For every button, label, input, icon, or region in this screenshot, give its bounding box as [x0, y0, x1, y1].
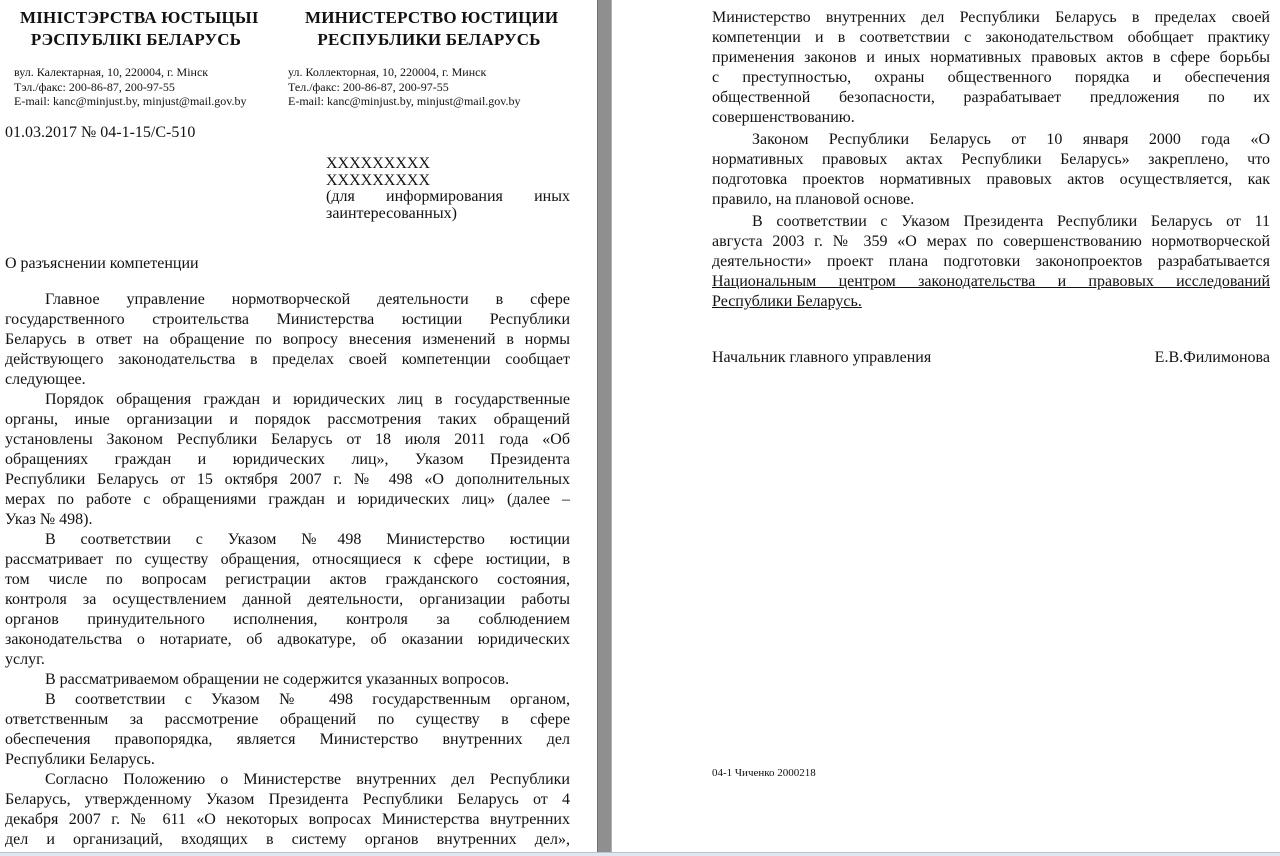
signature-name: Е.В.Филимонова — [1154, 349, 1270, 366]
text-line: услуг. — [5, 651, 45, 668]
text-line: законодательства о нотариате, об адвокатуре, об оказании юридических — [5, 631, 570, 648]
text-line: В соответствии с Указом №498 Министерство юстиции — [45, 531, 570, 548]
text-line: Законом Республики Беларусь от 10 января 2000 года «О — [752, 131, 1270, 148]
registration-number: 01.03.2017 № 04-1-15/С-510 — [5, 124, 196, 141]
text-line: действующего законодательства в пределах своей компетенции сообщает — [5, 351, 570, 368]
paragraph — [5, 290, 570, 390]
document-page-2 — [612, 0, 1280, 852]
paragraph — [712, 8, 1270, 128]
text-line: том числе по вопросам регистрации актов гражданского состояния, — [5, 571, 570, 588]
address-line: вул. Калектарная, 10, 220004, г. Мінск — [14, 65, 209, 79]
text-line: рассматривает по существу обращения, относящиеся к сфере юстиции, в — [5, 551, 570, 568]
text-line: обращениях граждан и юридических лиц», Указом Президента — [5, 451, 570, 468]
text-line: декабря 2007 г. № 611 «О некоторых вопросах Министерства внутренних — [5, 811, 570, 828]
recipient-line: (для информирования иных — [326, 188, 570, 205]
signature-title: Начальник главного управления — [712, 349, 932, 366]
text-line: В соответствии с Указом № 498 государственным органом, — [45, 691, 570, 708]
ministry-title-by — [20, 7, 259, 51]
address-line: ул. Коллекторная, 10, 220004, г. Минск — [288, 65, 487, 79]
page-separator — [597, 0, 612, 852]
status-bar — [0, 852, 1280, 856]
letter-body — [5, 290, 570, 850]
recipient-block — [326, 156, 570, 222]
text-line: Порядок обращения граждан и юридических лиц в государственные — [45, 391, 570, 408]
text-line: следующее. — [5, 371, 86, 388]
recipient-line: заинтересованных) — [326, 204, 457, 222]
paragraph — [5, 390, 570, 530]
text-line: общественной безопасности, разрабатывает предложения по их — [712, 89, 1270, 106]
letter-body-continued — [712, 8, 1270, 312]
text-line: контроля за осуществлением данной деятельности, организации работы — [5, 591, 570, 608]
paragraph — [5, 530, 570, 670]
executor-note: 04-1 Чиченко 2000218 — [712, 767, 816, 779]
text-line: органов принудительного исполнения, контроля за соблюдением — [5, 611, 570, 628]
text-line: с преступностью, охраны общественного порядка и обеспечения — [712, 69, 1270, 86]
email-line: E-mail: kanc@minjust.by, minjust@mail.gov.by — [288, 94, 521, 108]
recipient-line: XXXXXXXXX — [326, 171, 430, 189]
text-line: органы, иные организации и порядок рассмотрения таких обращений — [5, 411, 570, 428]
recipient-line: XXXXXXXXX — [326, 155, 430, 172]
subject-line: О разъяснении компетенции — [5, 255, 199, 272]
text-line: В соответствии с Указом Президента Республики Беларусь от 11 — [752, 213, 1270, 230]
ministry-title-ru — [305, 7, 559, 51]
title-line: РЕСПУБЛИКИ БЕЛАРУСЬ — [317, 30, 541, 49]
phone-line: Тэл./факс: 200-86-87, 200-97-55 — [14, 79, 175, 94]
text-line: применения законов и иных нормативных правовых актов в сфере борьбы — [712, 49, 1270, 66]
title-line: РЭСПУБЛІКІ БЕЛАРУСЬ — [30, 30, 242, 49]
text-line: Согласно Положению о Министерстве внутренних дел Республики — [45, 771, 570, 788]
text-line: Указ № 498). — [5, 511, 93, 528]
paragraph — [5, 690, 570, 770]
text-line: мерах по работе с обращениями граждан и юридических лиц» (далее – — [5, 491, 570, 508]
paragraph — [5, 770, 570, 850]
paragraph — [5, 670, 570, 690]
text-line: установлены Законом Республики Беларусь от 18 июля 2011 года «Об — [5, 431, 570, 448]
paragraph — [712, 212, 1270, 312]
text-line: компетенции и в соответствии с законодательством обобщает практику — [712, 29, 1270, 46]
title-line: МИНИСТЕРСТВО ЮСТИЦИИ — [305, 8, 559, 27]
text-line: дел и организаций, входящих в систему органов внутренних дел», — [5, 831, 570, 848]
text-line: нормативных правовых актах Республики Беларусь» закреплено, что — [712, 151, 1270, 168]
text-line: государственного строительства Министерства юстиции Республики — [5, 311, 570, 328]
text-line: августа 2003 г. № 359 «О мерах по совершенствованию нормотворческой — [712, 233, 1270, 250]
text-line: деятельности» проект плана подготовки законопроектов разрабатывается — [712, 253, 1270, 270]
paragraph — [712, 130, 1270, 210]
text-line: Беларусь, утвержденному Указом Президента Республики Беларусь от 4 — [5, 791, 570, 808]
text-line: подготовка проектов нормативных правовых актов осуществляется, как — [712, 171, 1270, 188]
text-line: Республики Беларусь от 15 октября 2007 г. № 498 «О дополнительных — [5, 471, 570, 488]
text-line: Республики Беларусь. — [712, 293, 862, 310]
text-line: Беларусь в ответ на обращение по вопросу внесения изменений в нормы — [5, 331, 570, 348]
text-line: Главное управление нормотворческой деятельности в сфере — [45, 291, 570, 308]
phone-line: Тел./факс: 200-86-87, 200-97-55 — [288, 79, 449, 94]
text-line: правило, на плановой основе. — [712, 191, 915, 208]
email-line: E-mail: kanc@minjust.by, minjust@mail.gov.by — [14, 94, 247, 108]
text-line: Министерство внутренних дел Республики Беларусь в пределах своей — [712, 9, 1270, 26]
text-line: Республики Беларусь. — [5, 751, 155, 768]
document-page-1 — [0, 0, 597, 852]
address-ru — [288, 65, 521, 109]
text-line: В рассматриваемом обращении не содержится указанных вопросов. — [45, 671, 510, 688]
title-line: МІНІСТЭРСТВА ЮСТЫЦЫІ — [20, 8, 259, 27]
text-line: совершенствованию. — [712, 109, 855, 126]
text-line: обеспечения правопорядка, является Министерство внутренних дел — [5, 731, 570, 748]
text-line: Национальным центром законодательства и правовых исследований — [712, 273, 1270, 290]
address-by — [14, 65, 247, 109]
text-line: ответственным за рассмотрение обращений по существу в сфере — [5, 711, 570, 728]
